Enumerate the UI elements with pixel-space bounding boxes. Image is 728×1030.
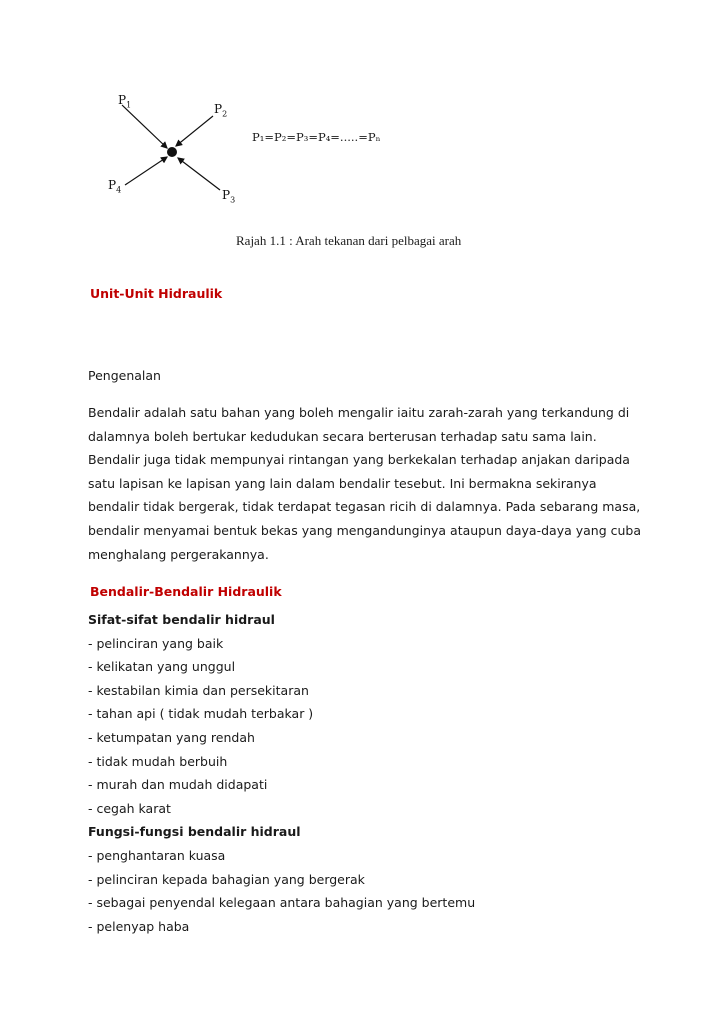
properties-heading: Sifat-sifat bendalir hidraul: [88, 612, 275, 627]
label-p4: $P_4$: [108, 178, 122, 195]
intro-line: Bendalir juga tidak mempunyai rintangan yang berkekalan terhadap anjakan daripada: [88, 452, 630, 468]
list-item: - kelikatan yang unggul: [88, 659, 236, 675]
intro-line: menghalang pergerakannya.: [88, 546, 269, 562]
intro-line: dalamnya boleh bertukar kedudukan secara berterusan terhadap satu sama lain.: [88, 428, 597, 444]
unit-heading: Unit-Unit Hidraulik: [90, 286, 223, 301]
arrow-p1: [122, 105, 167, 148]
list-item: - pelenyap haba: [88, 918, 190, 934]
list-item: - cegah karat: [88, 800, 171, 816]
list-item: - sebagai penyendal kelegaan antara bahagian yang bertemu: [88, 895, 476, 911]
arrow-p3: [178, 158, 220, 190]
intro-line: Bendalir adalah satu bahan yang boleh mengalir iaitu zarah-zarah yang terkandung di: [88, 405, 630, 420]
pressure-diagram: [100, 90, 400, 215]
list-item: - pelinciran kepada bahagian yang bergerak: [88, 871, 365, 887]
list-item: - penghantaran kuasa: [88, 847, 226, 863]
label-p2: $P_2$: [214, 102, 228, 119]
arrow-p4: [125, 157, 167, 185]
list-item: - tahan api ( tidak mudah terbakar ): [88, 706, 314, 722]
list-item: - ketumpatan yang rendah: [88, 729, 255, 745]
center-point: [167, 147, 177, 157]
list-item: - kestabilan kimia dan persekitaran: [88, 682, 309, 698]
arrow-p2: [176, 116, 213, 146]
pressure-equation: P₁=P₂=P₃=P₄=.....=Pₙ: [252, 130, 381, 144]
fluids-heading: Bendalir-Bendalir Hidraulik: [90, 584, 282, 599]
figure-caption: Rajah 1.1 : Arah tekanan dari pelbagai arah: [236, 233, 462, 248]
fluid-lists: [88, 612, 475, 942]
intro-heading: Pengenalan: [88, 368, 161, 383]
list-item: - tidak mudah berbuih: [88, 753, 228, 769]
intro-line: satu lapisan ke lapisan yang lain dalam bendalir tesebut. Ini bermakna sekiranya: [88, 475, 597, 491]
intro-paragraph: [88, 405, 648, 570]
label-p3: $P_3$: [222, 188, 236, 205]
functions-heading: Fungsi-fungsi bendalir hidraul: [88, 824, 301, 840]
intro-line: bendalir menyamai bentuk bekas yang mengandunginya ataupun daya-daya yang cuba: [88, 522, 641, 538]
label-p1: $P_1$: [118, 93, 132, 110]
list-item: - murah dan mudah didapati: [88, 777, 268, 793]
list-item: - pelinciran yang baik: [88, 635, 224, 651]
intro-line: bendalir tidak bergerak, tidak terdapat tegasan ricih di dalamnya. Pada sebarang masa,: [88, 499, 641, 515]
